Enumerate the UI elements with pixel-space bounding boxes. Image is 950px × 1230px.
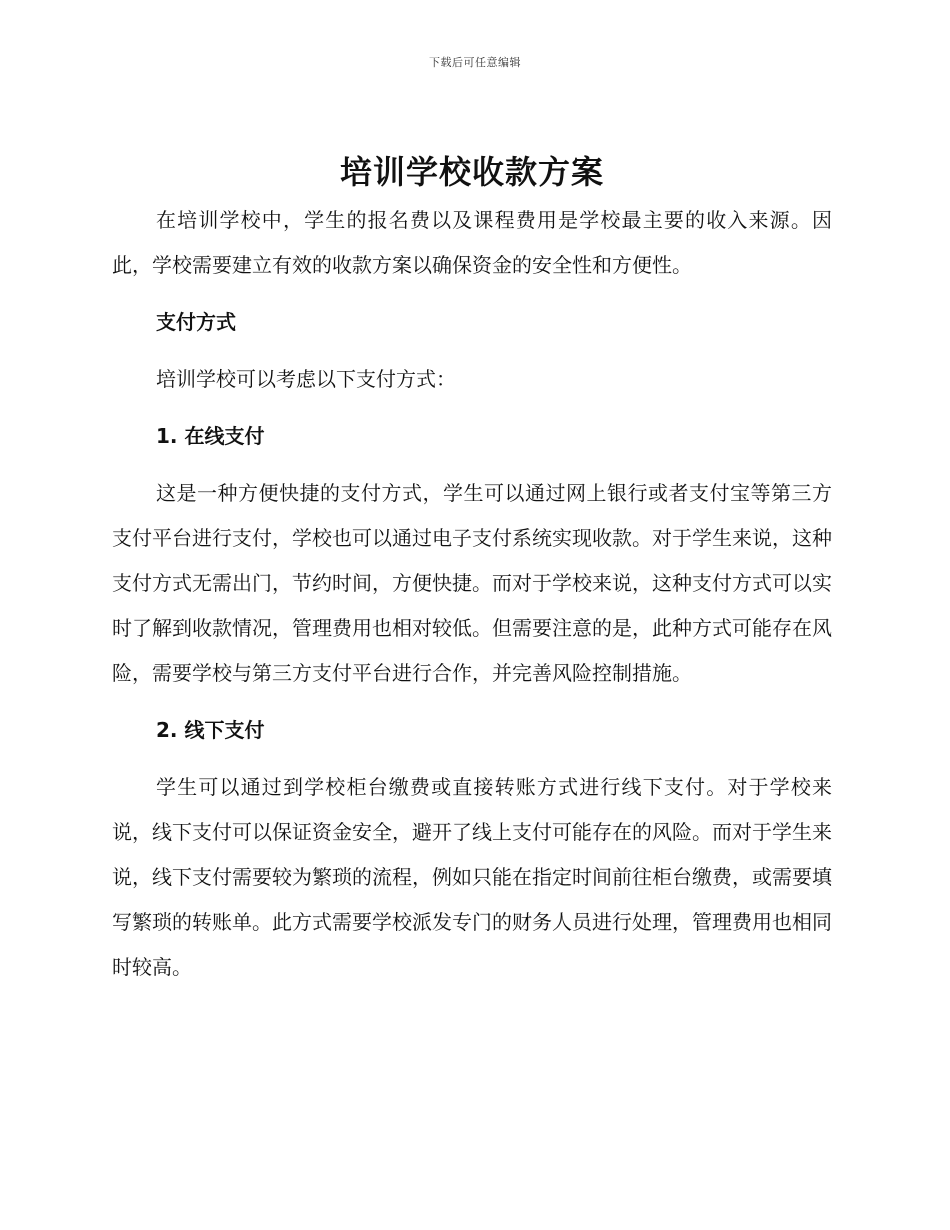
online-payment-paragraph: 这是一种方便快捷的支付方式，学生可以通过网上银行或者支付宝等第三方支付平台进行支付，学校也可以通过电子支付系统实现收款。对于学生来说，这种支付方式无需出门，节约时间，方便快捷。而对于学校来说，这种支付方式可以实时了解到收款情况，管理费用也相对较低。但需要注意的是，此种方式可能存在风险，需要学校与第三方支付平台进行合作，并完善风险控制措施。: [112, 481, 832, 685]
subsection-heading-offline-payment: 2. 线下支付: [156, 718, 265, 742]
section-intro-paragraph: 培训学校可以考虑以下支付方式：: [156, 367, 456, 391]
offline-payment-paragraph: 学生可以通过到学校柜台缴费或直接转账方式进行线下支付。对于学校来说，线下支付可以保证资金安全，避开了线上支付可能存在的风险。而对于学生来说，线下支付需要较为繁琐的流程，例如只能在指定时间前往柜台缴费，或需要填写繁琐的转账单。此方式需要学校派发专门的财务人员进行处理，管理费用也相同时较高。: [112, 775, 832, 979]
document-title: 培训学校收款方案: [339, 153, 604, 191]
subsection-heading-online-payment: 1. 在线支付: [156, 424, 265, 448]
page-header-note: 下载后可任意编辑: [429, 56, 521, 69]
intro-paragraph: 在培训学校中，学生的报名费以及课程费用是学校最主要的收入来源。因此，学校需要建立有效的收款方案以确保资金的安全性和方便性。: [112, 208, 832, 277]
document-body: [112, 150, 832, 990]
section-heading-payment-methods: 支付方式: [156, 310, 236, 334]
